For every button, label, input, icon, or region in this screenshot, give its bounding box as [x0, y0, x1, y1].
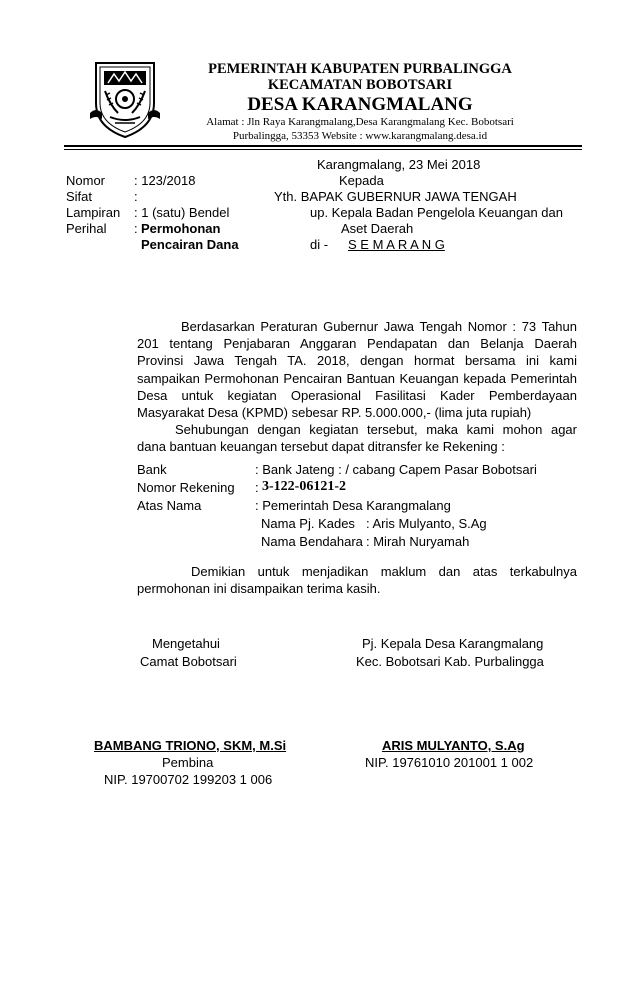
letterhead-line3: DESA KARANGMALANG — [247, 94, 473, 115]
paragraph-2-line: Sehubungan dengan kegiatan tersebut, maka kami mohon agar — [175, 422, 577, 437]
letterhead-rule-thin — [64, 149, 582, 150]
signature-right-name: ARIS MULYANTO, S.Ag — [382, 738, 525, 753]
recipient-city: S E M A R A N G — [348, 237, 445, 252]
kades-value: : Aris Mulyanto, S.Ag — [366, 516, 487, 531]
perihal-colon: : — [134, 221, 138, 236]
paragraph-1-line: Berdasarkan Peraturan Gubernur Jawa Tengah Nomor : 73 Tahun — [181, 319, 577, 334]
account-name-label: Atas Nama — [137, 498, 202, 513]
letterhead-address2: Purbalingga, 53353 Website : www.karangmalang.desa.id — [232, 130, 488, 142]
perihal-label: Perihal — [66, 221, 107, 236]
sifat-value: : — [134, 189, 138, 204]
signature-left-title1: Mengetahui — [152, 636, 220, 651]
signature-right-title2: Kec. Bobotsari Kab. Purbalingga — [356, 654, 544, 669]
paragraph-1-line: sampaikan Permohonan Pencairan Bantuan Keuangan kepada Pemerintah — [137, 370, 577, 386]
nomor-label: Nomor — [66, 173, 106, 188]
account-name-value: : Pemerintah Desa Karangmalang — [255, 498, 451, 513]
paragraph-3-line: permohonan ini disampaikan terima kasih. — [137, 581, 381, 597]
paragraph-1-line: Masyarakat Desa (KPMD) sebesar RP. 5.000.000,- (lima juta rupiah) — [137, 404, 532, 420]
paragraph-3-line: Demikian untuk menjadikan maklum dan atas terkabulnya — [191, 564, 577, 579]
account-number-value: 3-122-06121-2 — [262, 479, 346, 494]
signature-right-title1: Pj. Kepala Desa Karangmalang — [362, 636, 544, 651]
recipient-di: di - — [310, 237, 329, 252]
recipient-up: up. Kepala Badan Pengelola Keuangan dan — [310, 205, 563, 220]
account-number-colon: : — [255, 480, 259, 495]
bendahara-label: Nama Bendahara — [261, 534, 363, 549]
perihal-value-line2: Pencairan Dana — [141, 237, 239, 252]
place-date: Karangmalang, 23 Mei 2018 — [317, 157, 481, 172]
letterhead-rule-thick — [64, 145, 582, 147]
letterhead-address1: Alamat : Jln Raya Karangmalang,Desa Karangmalang Kec. Bobotsari — [206, 116, 514, 128]
bank-value: : Bank Jateng : / cabang Capem Pasar Bobotsari — [255, 462, 537, 477]
lampiran-value: : 1 (satu) Bendel — [134, 205, 230, 220]
nomor-value: : 123/2018 — [134, 173, 196, 188]
recipient-kepada: Kepada — [339, 173, 384, 188]
sifat-label: Sifat — [66, 189, 93, 204]
paragraph-2-line: dana bantuan keuangan tersebut dapat ditransfer ke Rekening : — [137, 439, 505, 455]
kades-label: Nama Pj. Kades — [261, 516, 355, 531]
bank-label: Bank — [137, 462, 167, 477]
letterhead-line1: PEMERINTAH KABUPATEN PURBALINGGA — [208, 61, 512, 77]
recipient-yth: Yth. BAPAK GUBERNUR JAWA TENGAH — [274, 189, 517, 204]
paragraph-1-line: Provinsi Jawa Tengah TA. 2018, dengan hormat bersama ini kami — [137, 353, 577, 369]
lampiran-label: Lampiran — [66, 205, 121, 220]
recipient-aset: Aset Daerah — [341, 221, 414, 236]
paragraph-1-line: Desa untuk kegiatan Operasional Fasilitasi Kader Pemberdayaan — [137, 387, 577, 403]
paragraph-3 — [137, 563, 577, 597]
perihal-value-line1: Permohonan — [141, 221, 221, 236]
letterhead-line2: KECAMATAN BOBOTSARI — [267, 77, 453, 93]
signature-left-name: BAMBANG TRIONO, SKM, M.Si — [94, 738, 287, 753]
signature-left-nip: NIP. 19700702 199203 1 006 — [104, 772, 273, 787]
signature-right-nip: NIP. 19761010 201001 1 002 — [365, 755, 534, 770]
paragraph-1-line: 201 tentang Penjabaran Anggaran Pendapatan dan Belanja Daerah — [137, 336, 577, 352]
account-number-label: Nomor Rekening — [137, 480, 235, 495]
signature-left-title2: Camat Bobotsari — [140, 654, 237, 669]
paragraph-1 — [137, 318, 577, 421]
paragraph-2 — [137, 421, 577, 455]
signature-left-rank: Pembina — [162, 755, 214, 770]
bendahara-value: : Mirah Nuryamah — [366, 534, 470, 549]
